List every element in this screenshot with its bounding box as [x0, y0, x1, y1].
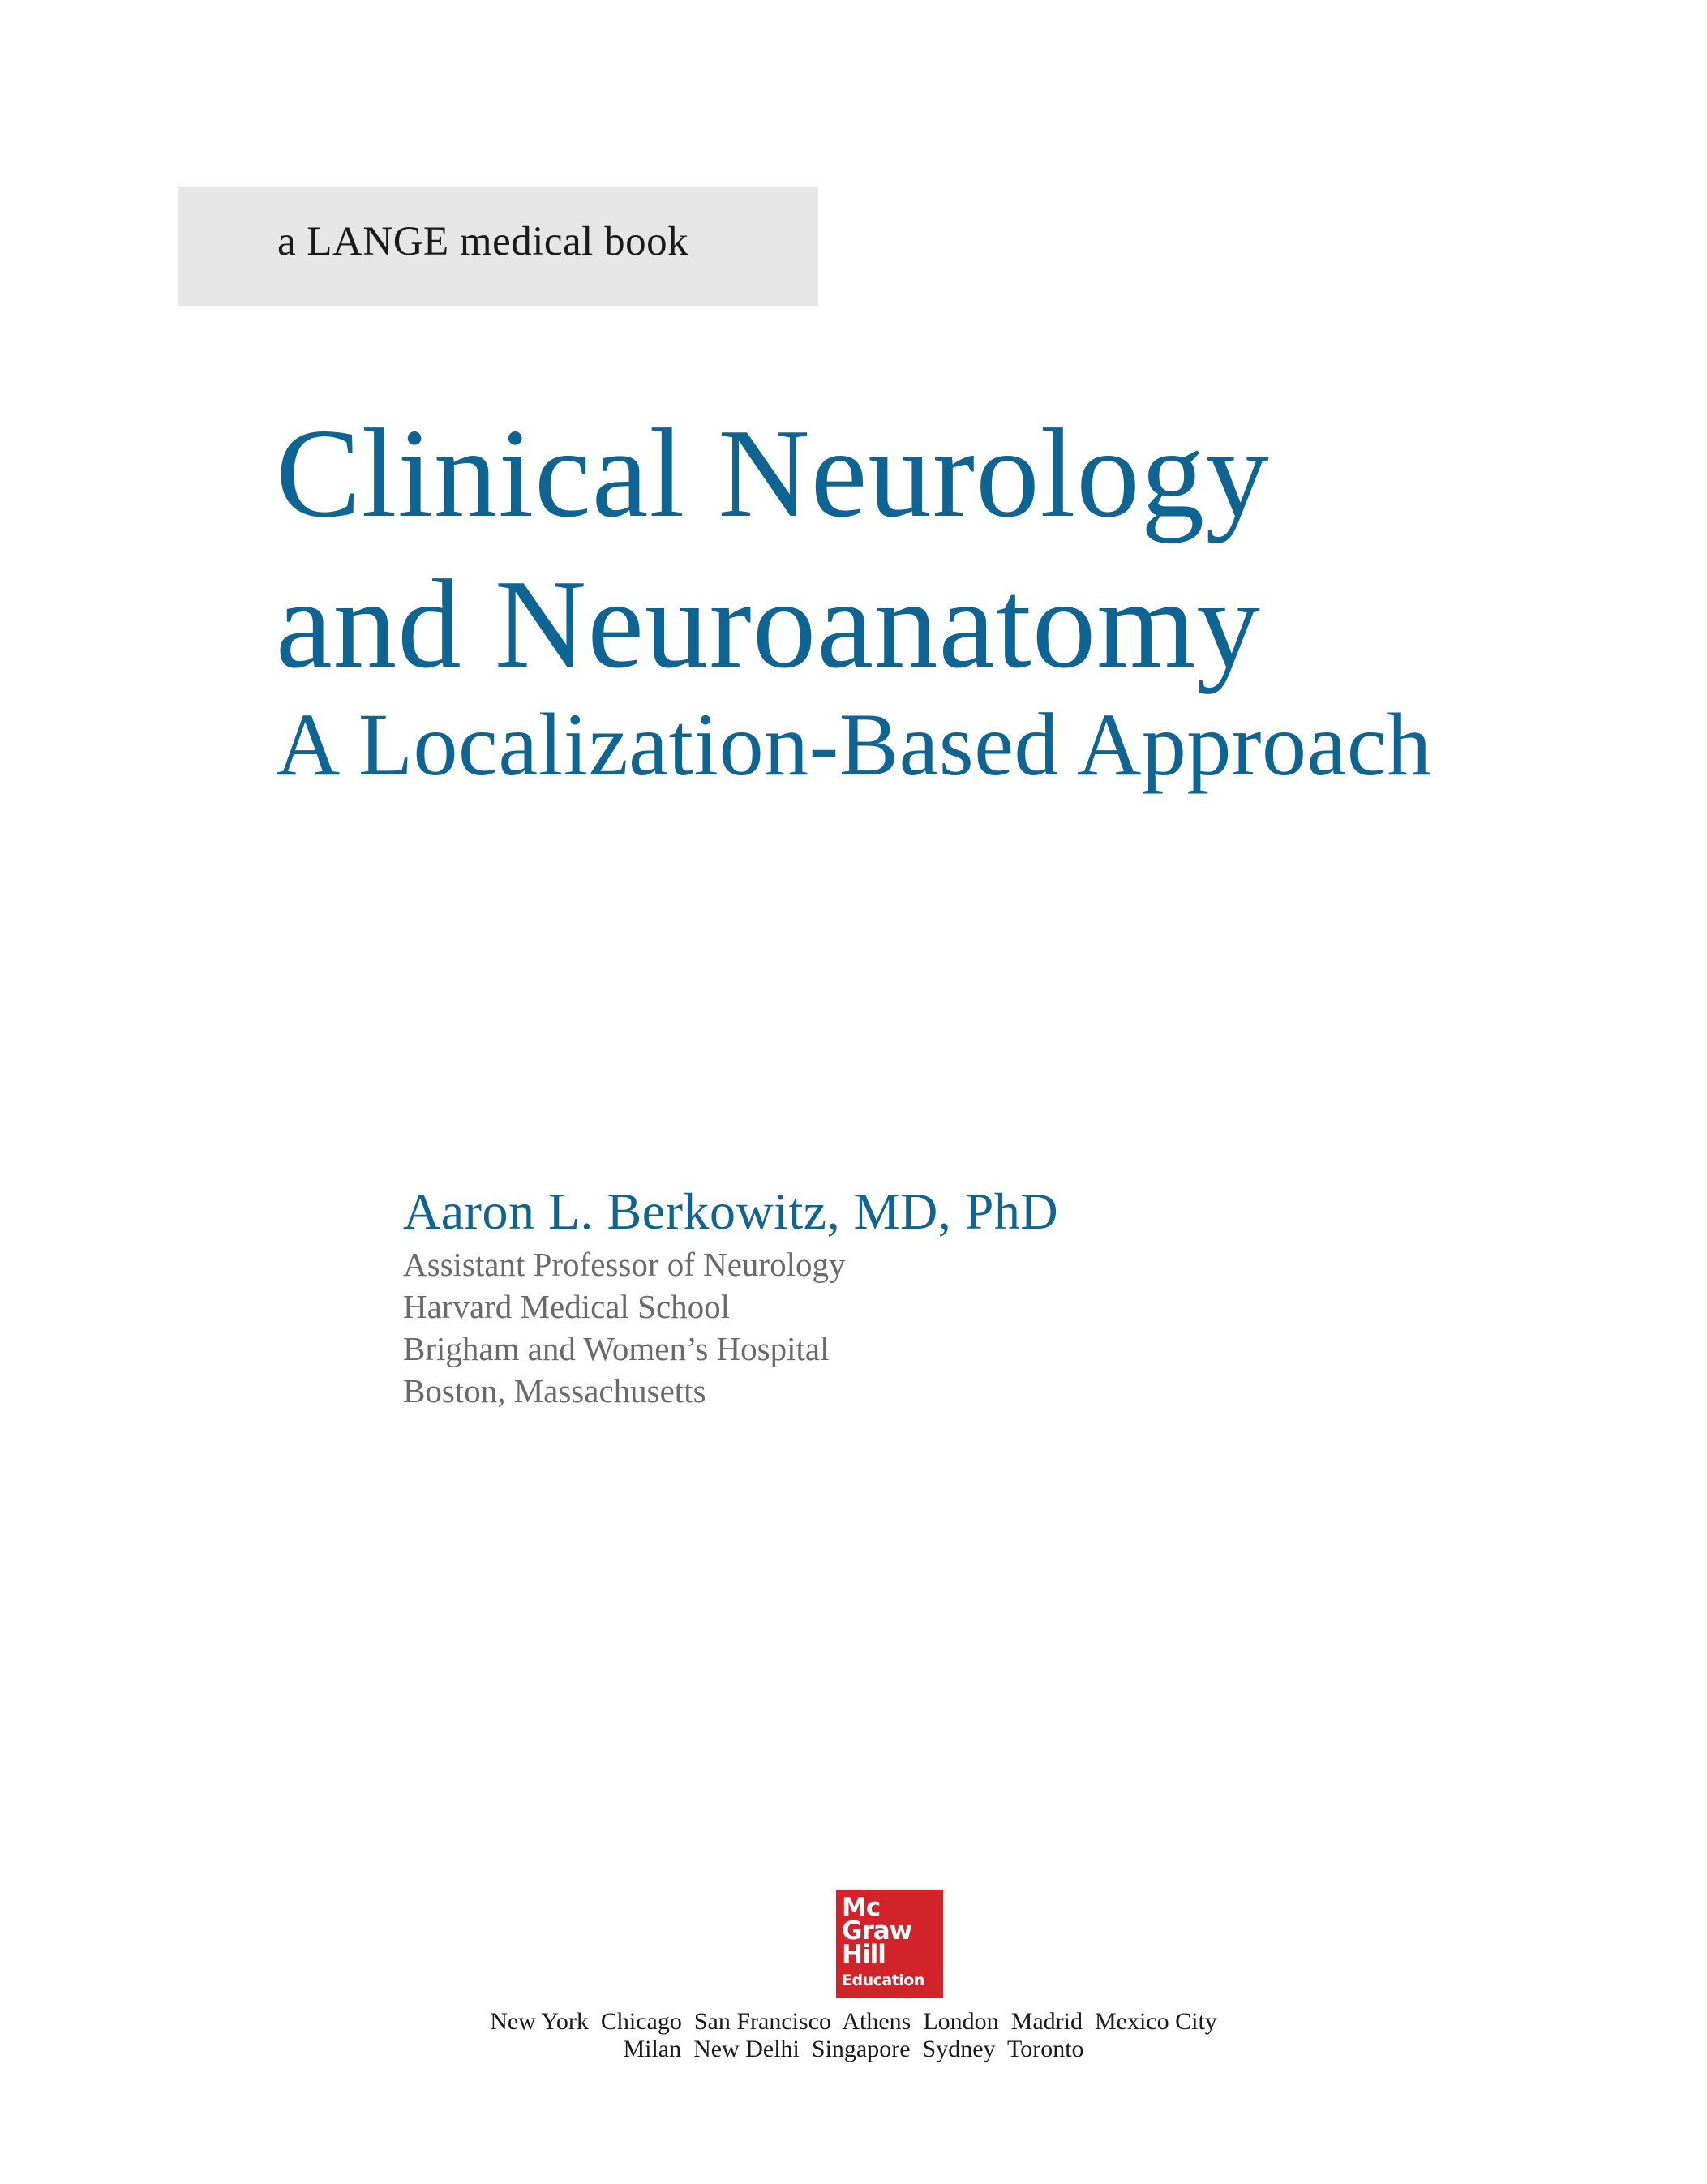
title-line-1: Clinical Neurology: [276, 402, 1270, 543]
affiliation-hospital: Brigham and Women’s Hospital: [403, 1330, 830, 1367]
publisher-cities-line-1: New York Chicago San Francisco Athens London Madrid Mexico City: [490, 2008, 1217, 2035]
title-line-2: and Neuroanatomy: [276, 553, 1261, 694]
book-subtitle: A Localization-Based Approach: [276, 695, 1432, 794]
logo-text-education: Education: [842, 1972, 924, 1989]
mcgraw-hill-logo: [836, 1890, 943, 1998]
book-title: [276, 397, 1432, 793]
series-banner: [178, 187, 818, 306]
logo-text-graw: Graw: [842, 1916, 912, 1946]
affiliation-location: Boston, Massachusetts: [403, 1372, 706, 1410]
series-label: a LANGE medical book: [277, 219, 689, 264]
author-block: [403, 1180, 1058, 1412]
publisher-cities-line-2: Milan New Delhi Singapore Sydney Toronto: [623, 2036, 1084, 2062]
logo-text-hill: Hill: [842, 1940, 886, 1969]
affiliation-school: Harvard Medical School: [403, 1288, 731, 1325]
logo-text-mc: Mc: [842, 1893, 881, 1922]
author-name: Aaron L. Berkowitz, MD, PhD: [403, 1182, 1059, 1240]
affiliation-position: Assistant Professor of Neurology: [403, 1246, 846, 1283]
